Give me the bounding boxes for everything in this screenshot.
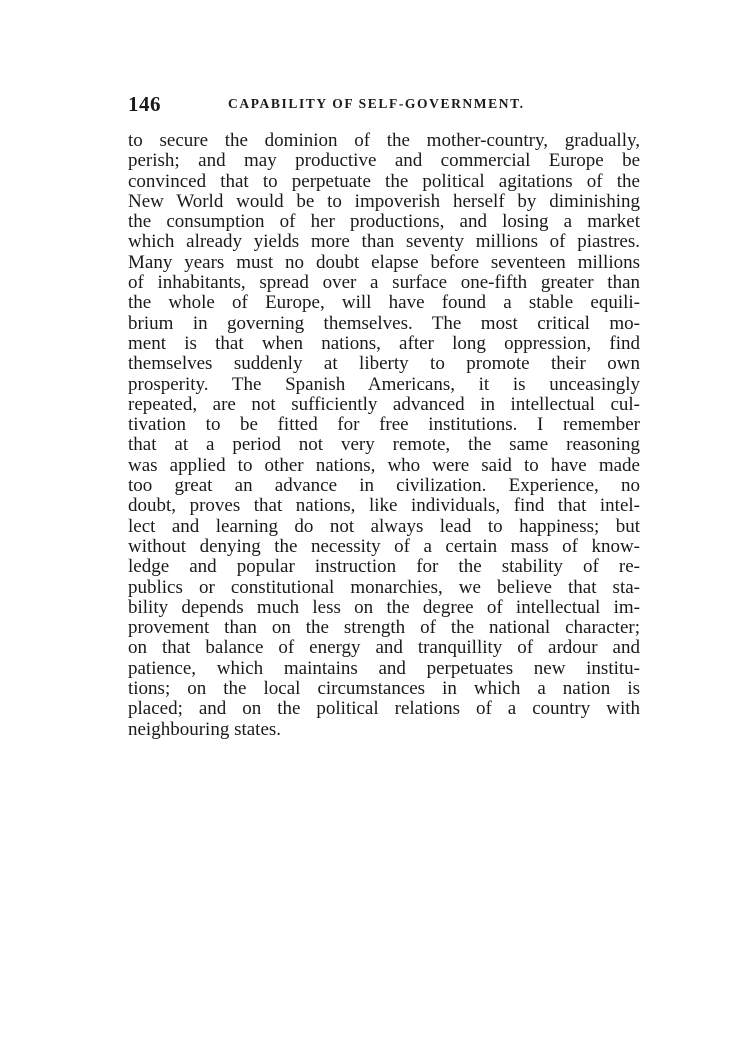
text-line: doubt, proves that nations, like individuals, find that intel- [128, 495, 640, 517]
text-line: Many years must no doubt elapse before seventeen millions [128, 251, 640, 273]
text-line: convinced that to perpetuate the political agitations of the [128, 170, 640, 192]
text-line: was applied to other nations, who were said to have made [128, 454, 640, 476]
text-line: brium in governing themselves. The most critical mo- [128, 312, 640, 334]
text-line: patience, which maintains and perpetuates new institu- [128, 657, 640, 679]
text-line: to secure the dominion of the mother-country, gradually, [128, 130, 640, 151]
text-line: lect and learning do not always lead to happiness; but [128, 515, 640, 537]
text-line: perish; and may productive and commercial Europe be [128, 150, 640, 172]
text-line: tions; on the local circumstances in which a nation is [128, 678, 640, 700]
text-line: the consumption of her productions, and losing a market [128, 211, 640, 233]
text-line: tivation to be fitted for free institutions. I remember [128, 414, 640, 436]
text-line: prosperity. The Spanish Americans, it is unceasingly [128, 373, 640, 395]
text-line: repeated, are not sufficiently advanced in intellectual cul- [128, 393, 640, 415]
text-line: themselves suddenly at liberty to promote their own [128, 353, 640, 375]
text-line: of inhabitants, spread over a surface one-fifth greater than [128, 272, 640, 294]
text-line: without denying the necessity of a certain mass of know- [128, 535, 640, 557]
text-line: ment is that when nations, after long oppression, find [128, 332, 640, 354]
text-line: too great an advance in civilization. Experience, no [128, 475, 640, 497]
text-line: that at a period not very remote, the same reasoning [128, 434, 640, 456]
text-line: New World would be to impoverish herself by diminishing [128, 190, 640, 212]
text-line: bility depends much less on the degree of intellectual im- [128, 596, 640, 618]
text-line: which already yields more than seventy millions of piastres. [128, 231, 640, 253]
running-title: CAPABILITY OF SELF-GOVERNMENT. [228, 96, 525, 111]
text-line: the whole of Europe, will have found a stable equili- [128, 292, 640, 314]
text-line: provement than on the strength of the national character; [128, 617, 640, 639]
running-head [128, 92, 640, 120]
text-line: neighbouring states. [128, 718, 282, 740]
text-line: on that balance of energy and tranquillity of ardour and [128, 637, 640, 659]
page-number: 146 [128, 92, 161, 116]
text-line: placed; and on the political relations of a country with [128, 698, 640, 720]
text-line: publics or constitutional monarchies, we believe that sta- [128, 576, 640, 598]
text-line: ledge and popular instruction for the stability of re- [128, 556, 640, 578]
body-paragraph [128, 131, 640, 740]
